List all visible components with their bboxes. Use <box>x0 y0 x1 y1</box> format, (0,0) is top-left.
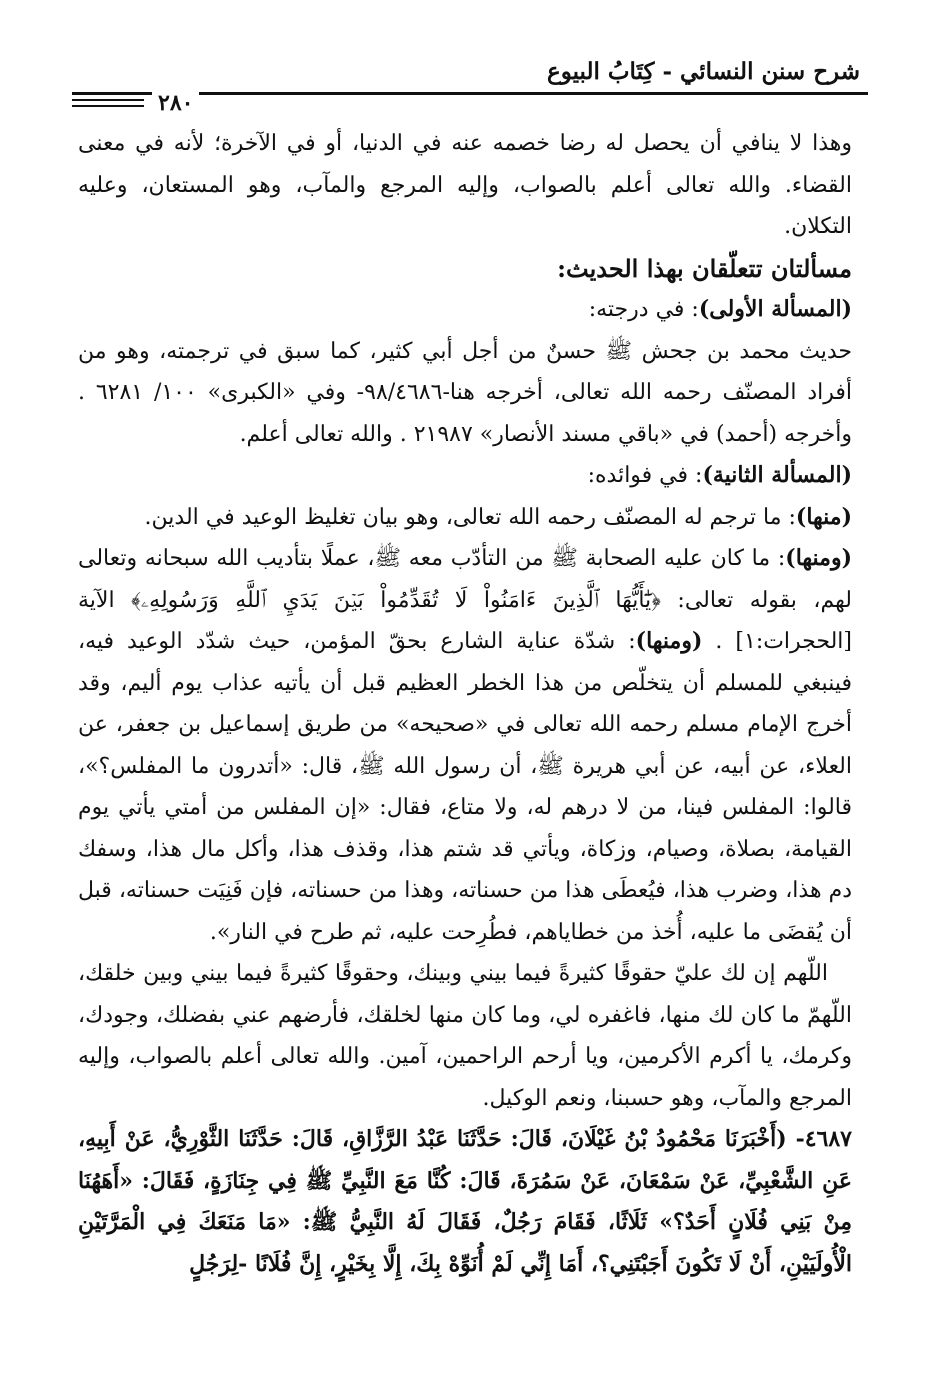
running-title: شرح سنن النسائي - كِتَابُ البيوع <box>547 58 860 85</box>
benefit-label: (ومنها) <box>635 628 703 654</box>
benefit-label: (ومنها) <box>785 545 852 571</box>
benefit-label: (منها) <box>795 503 852 530</box>
question-label: (المسألة الثانية) <box>702 462 852 488</box>
paragraph: حديث محمد بن جحش ﷺ حسنٌ من أجل أبي كثير، كما سبق في ترجمته، وهو من أفراد المصنّف رحمه الله تعالى، أخرجه هنا-٩٨/٤٦٨٦- وفي «الكبرى» ١٠٠/ ٦٢٨١ . وأخرجه (أحمد) في «باقي مسند الأنصار» ٢١٩٨٧ . والله تعالى أعلم. <box>78 338 852 447</box>
page-number: ٢٨٠ <box>152 90 199 116</box>
section-heading: مسألتان تتعلّقان بهذا الحديث: <box>557 253 852 283</box>
page-body <box>78 123 852 1285</box>
benefit-text: : ما ترجم له المصنّف رحمه الله تعالى، وهو بيان تغليظ الوعيد في الدين. <box>144 504 796 530</box>
supplication-paragraph: اللّهم إن لك عليّ حقوقًا كثيرةً فيما بيني وبينك، وحقوقًا كثيرةً فيما بيني وبين خلقك، اللّهمّ ما كان لك منها، فاغفره لي، وما كان منها لخلقك، فأرضهم عني بفضلك، وجودك، وكرمك، يا أكرم الأكرمين، ويا أرحم الراحمين، آمين. والله تعالى أعلم بالصواب، وإليه المرجع والمآب، وهو حسبنا، ونعم الوكيل. <box>78 961 852 1111</box>
page-header <box>72 52 868 116</box>
question-text: : في درجته: <box>588 297 699 322</box>
header-rule-short <box>72 99 144 101</box>
benefit-item <box>78 497 852 539</box>
benefit-item <box>78 538 852 953</box>
header-rule-short <box>72 105 144 107</box>
question-label: (المسألة الأولى) <box>698 296 852 322</box>
benefit-text: : ما كان عليه الصحابة ﷺ من التأدّب معه ﷺ، عملًا بتأديب الله سبحانه وتعالى لهم، بقوله تعالى: ﴿يَٰٓأَيُّهَا ٱلَّذِينَ ءَامَنُواْ لَا تُقَدِّمُواْ بَيۡنَ يَدَيِ ٱللَّهِ وَرَسُولِهِۦ﴾ الآية [الحجرات:١] . <box>78 546 852 654</box>
question-one <box>78 289 852 331</box>
hadith-text: ٤٦٨٧- (أَخْبَرَنَا مَحْمُودُ بْنُ غَيْلَانَ، قَالَ: حَدَّثَنَا عَبْدُ الرَّزَّاقِ، قَالَ: حَدَّثَنَا الثَّوْرِيُّ، عَنْ أَبِيهِ، عَنِ الشَّعْبِيِّ، عَنْ سَمْعَانَ، عَنْ سَمُرَةَ، قَالَ: كُنَّا مَعَ النَّبِيِّ ﷺ فِي جِنَازَةٍ، فَقَالَ: «أَهَهُنَا مِنْ بَنِي فُلَانٍ أَحَدٌ؟» ثَلَاثًا، فَقَامَ رَجُلٌ، فَقَالَ لَهُ النَّبِيُّ ﷺ: «مَا مَنَعَكَ فِي الْمَرَّتَيْنِ الْأُولَيَيْنِ، أَنْ لَا تَكُونَ أَجَبْتَنِي؟، أَمَا إِنِّي لَمْ أُنَوِّهْ بِكَ، إِلَّا بِخَيْرٍ، إِنَّ فُلَانًا -لِرَجُلٍ <box>78 1126 852 1277</box>
question-text: : في فوائده: <box>587 463 703 488</box>
paragraph: وهذا لا ينافي أن يحصل له رضا خصمه عنه في الدنيا، أو في الآخرة؛ لأنه في معنى القضاء. والله تعالى أعلم بالصواب، وإليه المرجع والمآب، وهو المستعان، وعليه التكلان. <box>78 131 852 239</box>
question-two <box>78 455 852 497</box>
benefit-text: : شدّة عناية الشارع بحقّ المؤمن، حيث شدّد الوعيد فيه، فينبغي للمسلم أن يتخلّص من هذا الخطر العظيم قبل أن يأتيه عذاب يوم أليم، وقد أخرج الإمام مسلم رحمه الله تعالى في «صحيحه» من طريق إسماعيل بن جعفر، عن العلاء، عن أبيه، عن أبي هريرة ﷺ، أن رسول الله ﷺ، قال: «أتدرون ما المفلس؟»، قالوا: المفلس فينا، من لا درهم له، ولا متاع، فقال: «إن المفلس من أمتي يأتي يوم القيامة، بصلاة، وصيام، وزكاة، ويأتي قد شتم هذا، وقذف هذا، وأكل مال هذا، وسفك دم هذا، وضرب هذا، فيُعطَى هذا من حسناته، وهذا من حسناته، فإن فَنِيَت حسناته، قبل أن يُقضَى ما عليه، أُخذ من خطاياهم، فطُرِحت عليه، ثم طرح في النار». <box>78 629 852 945</box>
